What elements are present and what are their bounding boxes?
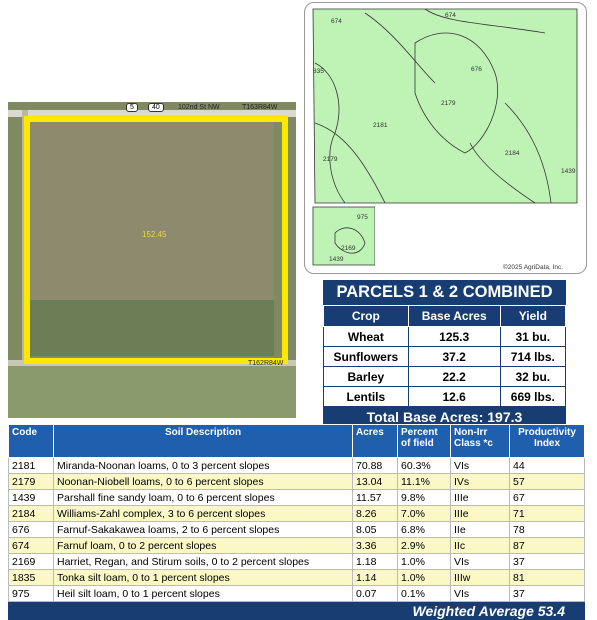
map-label-674b: 674 — [445, 12, 456, 19]
header-row — [9, 425, 585, 458]
acres: 1.18 — [353, 554, 398, 570]
map-label-835: 835 — [313, 68, 324, 75]
table-row — [9, 474, 585, 490]
table-row — [9, 458, 585, 474]
code: 674 — [9, 538, 54, 554]
soil-description: Tonka silt loam, 0 to 1 percent slopes — [54, 570, 353, 586]
col-percent: Percent of field — [398, 425, 451, 458]
land-south — [8, 366, 296, 418]
acres: 11.57 — [353, 490, 398, 506]
soil-description: Noonan-Niobell loams, 0 to 6 percent slopes — [54, 474, 353, 490]
weighted-average: Weighted Average 53.4 — [8, 602, 585, 620]
acres: 13.04 — [353, 474, 398, 490]
table-row — [9, 522, 585, 538]
map-label-2179b: 2179 — [323, 156, 338, 163]
soil-description: Harriet, Regan, and Stirum soils, 0 to 2 percent slopes — [54, 554, 353, 570]
col-soil-description: Soil Description — [54, 425, 353, 458]
percent: 1.0% — [398, 570, 451, 586]
map-copyright: ©2025 AgriData, Inc. — [503, 264, 564, 271]
base-acres: 125.3 — [408, 327, 500, 347]
map-label-1439a: 1439 — [561, 168, 576, 175]
township-label-bottom: T162R84W — [248, 360, 284, 367]
class: VIs — [451, 554, 510, 570]
code: 2179 — [9, 474, 54, 490]
crop: Lentils — [324, 387, 409, 407]
class: VIs — [451, 586, 510, 602]
class: IVs — [451, 474, 510, 490]
productivity-index: 81 — [510, 570, 585, 586]
map-label-674a: 674 — [331, 18, 342, 25]
productivity-index: 78 — [510, 522, 585, 538]
soil-table — [8, 424, 585, 620]
col-code: Code — [9, 425, 54, 458]
map-label-1439b: 1439 — [329, 256, 344, 263]
soil-description: Williams-Zahl complex, 3 to 6 percent slopes — [54, 506, 353, 522]
percent: 2.9% — [398, 538, 451, 554]
yield: 669 lbs. — [500, 387, 565, 407]
productivity-index: 37 — [510, 554, 585, 570]
productivity-index: 67 — [510, 490, 585, 506]
table-row — [9, 570, 585, 586]
percent: 1.0% — [398, 554, 451, 570]
route-shield-40: 40 — [148, 103, 164, 112]
table-row — [9, 506, 585, 522]
parcel-boundary — [24, 116, 288, 364]
table-row — [324, 367, 566, 387]
map-label-2181: 2181 — [373, 122, 388, 129]
soil-description: Parshall fine sandy loam, 0 to 6 percent slopes — [54, 490, 353, 506]
base-acres: 22.2 — [408, 367, 500, 387]
percent: 60.3% — [398, 458, 451, 474]
map-label-2184: 2184 — [505, 150, 520, 157]
table-row — [9, 490, 585, 506]
percent: 6.8% — [398, 522, 451, 538]
productivity-index: 37 — [510, 586, 585, 602]
base-acres-table — [323, 305, 566, 407]
crop: Barley — [324, 367, 409, 387]
yield: 714 lbs. — [500, 347, 565, 367]
soil-description: Farnuf-Sakakawea loams, 2 to 6 percent slopes — [54, 522, 353, 538]
parcels-table — [323, 280, 566, 427]
table-row — [9, 554, 585, 570]
road-label: 102nd St NW — [178, 104, 220, 111]
productivity-index: 57 — [510, 474, 585, 490]
map-label-2169: 2169 — [341, 245, 356, 252]
table-row — [324, 347, 566, 367]
yield: 31 bu. — [500, 327, 565, 347]
route-shield-5: 5 — [126, 103, 138, 112]
code: 1439 — [9, 490, 54, 506]
township-label: T163R84W — [242, 104, 278, 111]
base-acres: 37.2 — [408, 347, 500, 367]
parcels-title: PARCELS 1 & 2 COMBINED — [323, 280, 566, 305]
acres: 3.36 — [353, 538, 398, 554]
col-class: Non-Irr Class *c — [451, 425, 510, 458]
percent: 0.1% — [398, 586, 451, 602]
soil-map — [304, 2, 587, 274]
soil-description: Heil silt loam, 0 to 1 percent slopes — [54, 586, 353, 602]
code: 2169 — [9, 554, 54, 570]
class: IIIe — [451, 506, 510, 522]
code: 1835 — [9, 570, 54, 586]
code: 676 — [9, 522, 54, 538]
acres: 0.07 — [353, 586, 398, 602]
col-productivity: Productivity Index — [510, 425, 585, 458]
col-acres: Acres — [353, 425, 398, 458]
productivity-index: 71 — [510, 506, 585, 522]
map-label-2179a: 2179 — [441, 100, 456, 107]
class: IIIw — [451, 570, 510, 586]
productivity-index: 87 — [510, 538, 585, 554]
code: 2181 — [9, 458, 54, 474]
base-acres: 12.6 — [408, 387, 500, 407]
map-label-975: 975 — [357, 214, 368, 221]
soil-description: Farnuf loam, 0 to 2 percent slopes — [54, 538, 353, 554]
class: IIIe — [451, 490, 510, 506]
aerial-photo — [8, 102, 296, 418]
code: 975 — [9, 586, 54, 602]
class: IIe — [451, 522, 510, 538]
soil-description: Miranda-Noonan loams, 0 to 3 percent slopes — [54, 458, 353, 474]
table-row — [324, 387, 566, 407]
col-yield: Yield — [500, 306, 565, 327]
class: IIc — [451, 538, 510, 554]
percent: 9.8% — [398, 490, 451, 506]
acres-label: 152.45 — [142, 230, 167, 239]
crop: Sunflowers — [324, 347, 409, 367]
header-row — [324, 306, 566, 327]
acres: 8.26 — [353, 506, 398, 522]
map-label-676: 676 — [471, 66, 482, 73]
table-row — [9, 538, 585, 554]
percent: 11.1% — [398, 474, 451, 490]
yield: 32 bu. — [500, 367, 565, 387]
class: VIs — [451, 458, 510, 474]
soil-data-table — [8, 424, 585, 602]
acres: 8.05 — [353, 522, 398, 538]
soil-map-svg — [305, 3, 586, 273]
total-base-acres: Total Base Acres: 197.3 — [323, 407, 566, 427]
code: 2184 — [9, 506, 54, 522]
col-base-acres: Base Acres — [408, 306, 500, 327]
percent: 7.0% — [398, 506, 451, 522]
table-row — [9, 586, 585, 602]
acres: 1.14 — [353, 570, 398, 586]
table-row — [324, 327, 566, 347]
crop: Wheat — [324, 327, 409, 347]
acres: 70.88 — [353, 458, 398, 474]
productivity-index: 44 — [510, 458, 585, 474]
col-crop: Crop — [324, 306, 409, 327]
